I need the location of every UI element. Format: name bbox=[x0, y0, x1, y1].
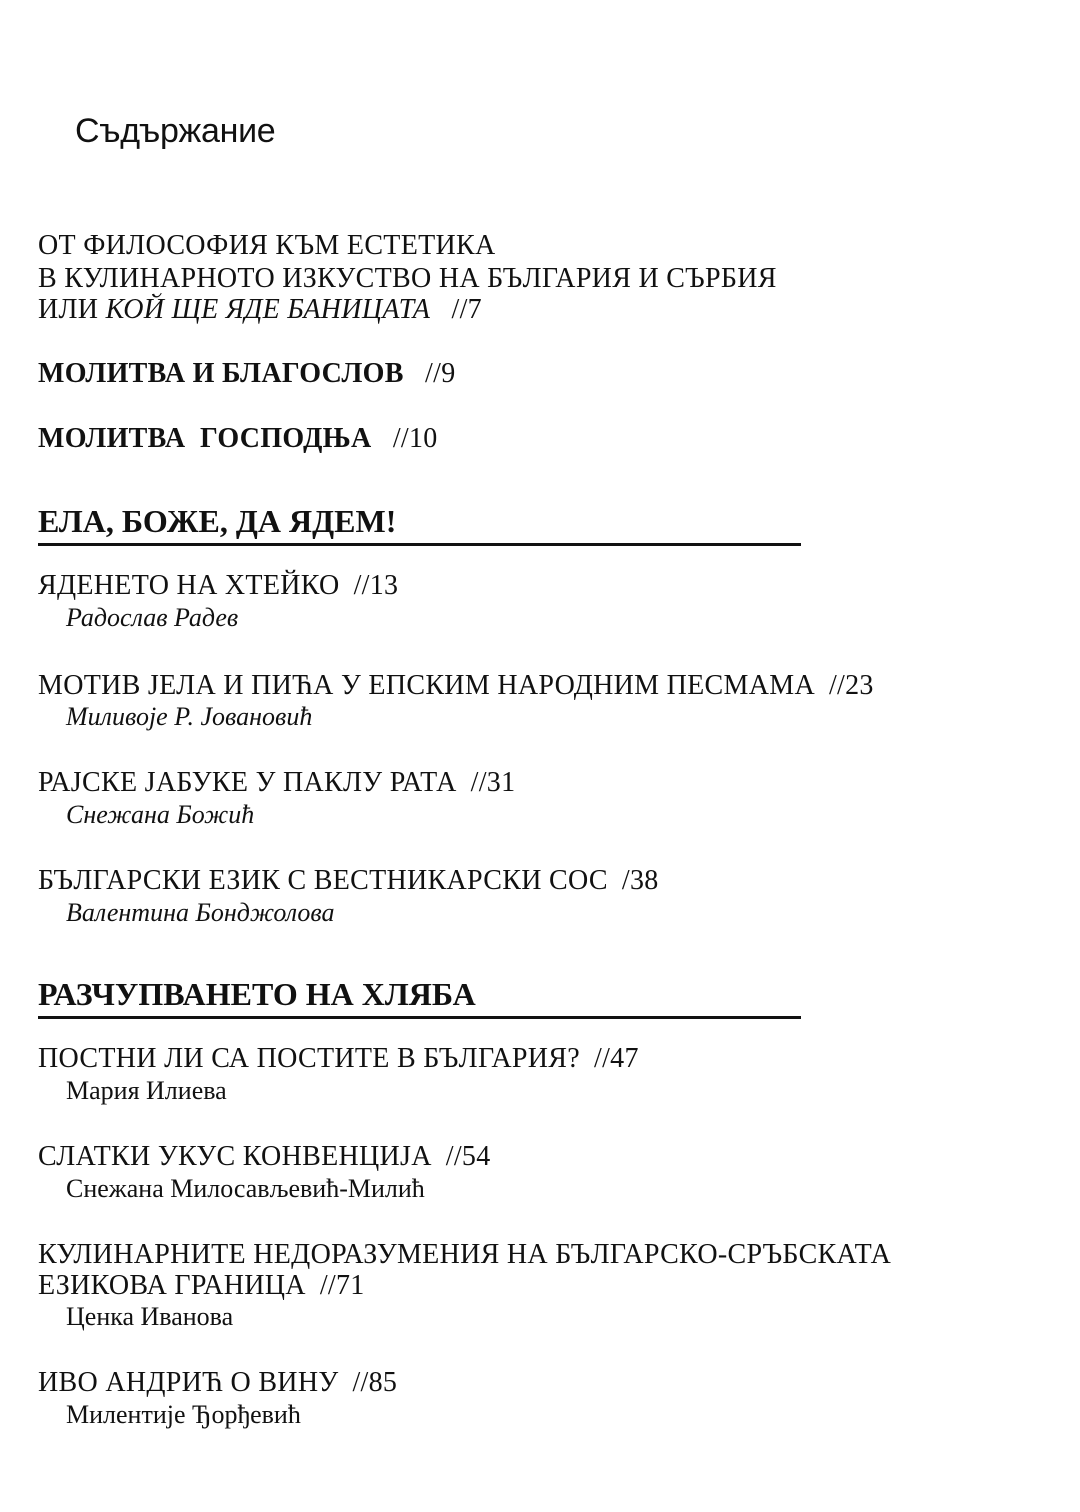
entry-title: РАЈСКЕ ЈАБУКЕ У ПАКЛУ РАТА bbox=[38, 767, 457, 798]
entry-author: Снежана Милосављевић-Милић bbox=[66, 1174, 425, 1203]
intro-line-3 bbox=[38, 296, 482, 324]
prayer-entry bbox=[38, 425, 438, 453]
toc-entry-title bbox=[38, 1241, 891, 1269]
entry-author: Валентина Бонджолова bbox=[66, 898, 335, 927]
prayer-page: //10 bbox=[392, 423, 438, 454]
toc-entry-title bbox=[38, 572, 398, 600]
entry-title: ПОСТНИ ЛИ СА ПОСТИТЕ В БЪЛГАРИЯ? bbox=[38, 1043, 581, 1074]
intro-page: //7 bbox=[451, 294, 482, 325]
toc-entry-title bbox=[38, 1143, 491, 1171]
entry-title: СЛАТКИ УКУС КОНВЕНЦИЈА bbox=[38, 1141, 432, 1172]
entry-author: Ценка Иванова bbox=[66, 1302, 234, 1331]
toc-entry-title bbox=[38, 1045, 639, 1073]
intro-line-2: В КУЛИНАРНОТО ИЗКУСТВО НА БЪЛГАРИЯ И СЪРБИЯ bbox=[38, 263, 777, 294]
entry-author: Милентије Ђорђевић bbox=[66, 1400, 301, 1429]
toc-entry-title-cont bbox=[38, 1272, 365, 1300]
toc-entry-title bbox=[38, 769, 515, 797]
entry-title: МОТИВ ЈЕЛА И ПИЋА У ЕПСКИМ НАРОДНИМ ПЕСМАМА bbox=[38, 670, 815, 701]
toc-entry-title bbox=[38, 1369, 397, 1397]
entry-author: Радослав Радев bbox=[66, 603, 239, 632]
entry-title: ЕЗИКОВА ГРАНИЦА bbox=[38, 1270, 306, 1301]
entry-title: ЯДЕНЕТО НА ХТЕЙКО bbox=[38, 570, 340, 601]
entry-page: //23 bbox=[828, 670, 874, 701]
entry-author: Мария Илиева bbox=[66, 1076, 227, 1105]
entry-page: //71 bbox=[319, 1270, 365, 1301]
toc-entry-title bbox=[38, 867, 659, 895]
intro-prefix: ИЛИ bbox=[38, 294, 99, 325]
intro-italic-title: КОЙ ЩЕ ЯДЕ БАНИЦАТА bbox=[105, 294, 431, 325]
entry-page: //13 bbox=[353, 570, 399, 601]
prayer-title: МОЛИТВА И БЛАГОСЛОВ bbox=[38, 358, 404, 389]
prayer-page: //9 bbox=[425, 358, 456, 389]
intro-line-1: ОТ ФИЛОСОФИЯ КЪМ ЕСТЕТИКА bbox=[38, 230, 496, 261]
entry-title: ИВО АНДРИЋ О ВИНУ bbox=[38, 1367, 339, 1398]
entry-title: КУЛИНАРНИТЕ НЕДОРАЗУМЕНИЯ НА БЪЛГАРСКО-СРЪБСКАТА bbox=[38, 1239, 892, 1270]
entry-author: Миливоје Р. Јовановић bbox=[66, 702, 313, 731]
toc-heading: Съдържание bbox=[75, 112, 276, 150]
entry-author: Снежана Божић bbox=[66, 800, 255, 829]
entry-page: /38 bbox=[621, 865, 659, 896]
entry-page: //85 bbox=[352, 1367, 398, 1398]
section-title: ЕЛА, БОЖЕ, ДА ЯДЕМ! bbox=[38, 505, 801, 546]
prayer-entry bbox=[38, 360, 456, 388]
prayer-title: МОЛИТВА ГОСПОДЊА bbox=[38, 423, 372, 454]
section-title: РАЗЧУПВАНЕТО НА ХЛЯБА bbox=[38, 978, 801, 1019]
entry-page: //54 bbox=[445, 1141, 491, 1172]
entry-title: БЪЛГАРСКИ ЕЗИК С ВЕСТНИКАРСКИ СОС bbox=[38, 865, 608, 896]
entry-page: //31 bbox=[470, 767, 516, 798]
entry-page: //47 bbox=[594, 1043, 639, 1074]
toc-entry-title bbox=[38, 672, 874, 700]
